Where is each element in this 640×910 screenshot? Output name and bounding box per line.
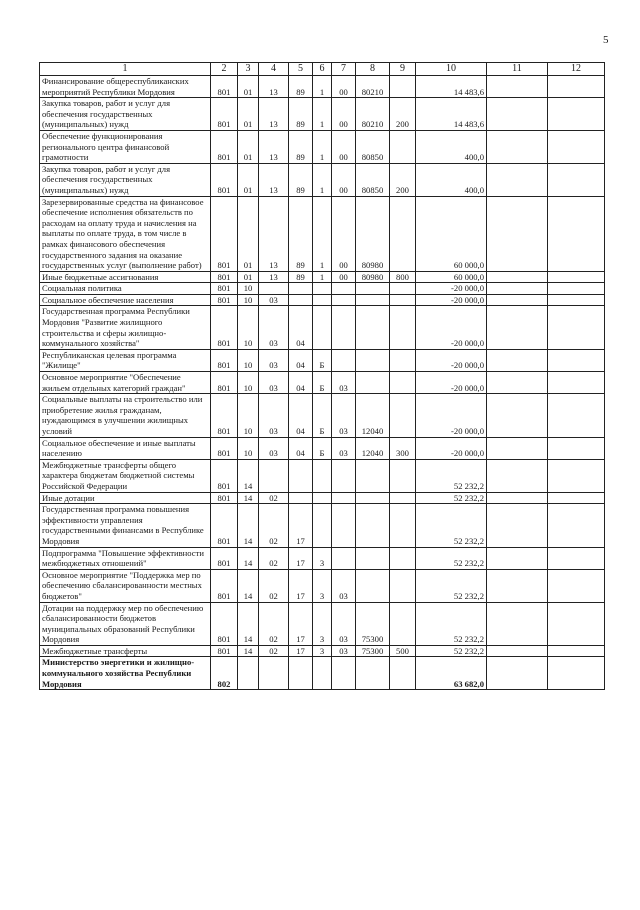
amount: 52 232,2 [416,547,487,569]
expense-type-code [390,394,416,437]
expense-type-code [390,459,416,492]
column-12 [548,130,605,163]
subsection-code: 13 [259,130,289,163]
subprogram-code [313,459,332,492]
admin-code: 801 [211,645,238,657]
subsection-code: 03 [259,349,289,371]
direction-code [356,372,390,394]
direction-code [356,547,390,569]
expense-type-code: 800 [390,271,416,283]
program-code: 17 [289,645,313,657]
admin-code: 801 [211,602,238,645]
column-11 [487,547,548,569]
admin-code: 801 [211,349,238,371]
admin-code: 801 [211,372,238,394]
column-11 [487,98,548,131]
column-header: 9 [390,63,416,76]
direction-code: 12040 [356,394,390,437]
section-code: 10 [238,372,259,394]
measure-code: 03 [332,569,356,602]
measure-code [332,283,356,295]
direction-code [356,459,390,492]
program-code: 89 [289,196,313,271]
program-code: 17 [289,569,313,602]
subsection-code: 02 [259,645,289,657]
measure-code [332,547,356,569]
program-code [289,459,313,492]
amount: 400,0 [416,163,487,196]
amount: 14 483,6 [416,76,487,98]
expense-type-code [390,372,416,394]
column-header: 12 [548,63,605,76]
subprogram-code: 1 [313,76,332,98]
subprogram-code: Б [313,349,332,371]
admin-code: 801 [211,547,238,569]
admin-code: 801 [211,437,238,459]
program-code: 89 [289,76,313,98]
direction-code: 80980 [356,196,390,271]
measure-code [332,349,356,371]
amount: -20 000,0 [416,372,487,394]
row-name: Основное мероприятие "Поддержка мер по обеспечению сбалансированности местных бюджетов" [40,569,211,602]
expense-type-code [390,130,416,163]
table-row [40,349,605,371]
column-header: 3 [238,63,259,76]
column-header: 8 [356,63,390,76]
expense-type-code: 500 [390,645,416,657]
program-code: 04 [289,349,313,371]
subsection-code: 03 [259,306,289,349]
program-code: 17 [289,602,313,645]
amount: 52 232,2 [416,504,487,547]
column-11 [487,130,548,163]
column-11 [487,394,548,437]
section-code: 01 [238,130,259,163]
row-name: Межбюджетные трансферты общего характера бюджетам бюджетной системы Российской Федерации [40,459,211,492]
table-row [40,459,605,492]
admin-code: 801 [211,569,238,602]
column-11 [487,349,548,371]
direction-code [356,349,390,371]
row-name: Социальная политика [40,283,211,295]
program-code [289,657,313,690]
subsection-code: 13 [259,98,289,131]
program-code: 89 [289,163,313,196]
amount: 63 682,0 [416,657,487,690]
column-11 [487,271,548,283]
subsection-code: 13 [259,271,289,283]
subprogram-code [313,504,332,547]
column-11 [487,306,548,349]
table-row [40,130,605,163]
row-name: Иные бюджетные ассигнования [40,271,211,283]
row-name: Государственная программа повышения эффективности управления государственными финансами в Республике Мордовия [40,504,211,547]
row-name: Закупка товаров, работ и услуг для обеспечения государственных (муниципальных) нужд [40,163,211,196]
column-12 [548,196,605,271]
admin-code: 801 [211,283,238,295]
table-row [40,394,605,437]
admin-code: 801 [211,394,238,437]
expense-type-code [390,306,416,349]
admin-code: 801 [211,294,238,306]
column-12 [548,645,605,657]
row-name: Подпрограмма "Повышение эффективности межбюджетных отношений" [40,547,211,569]
table-row [40,492,605,504]
table-row [40,569,605,602]
measure-code: 03 [332,437,356,459]
subsection-code: 03 [259,437,289,459]
section-code [238,657,259,690]
measure-code [332,459,356,492]
table-row [40,547,605,569]
amount: -20 000,0 [416,349,487,371]
program-code: 04 [289,306,313,349]
expense-type-code: 200 [390,163,416,196]
header-row [40,63,605,76]
subprogram-code: Б [313,372,332,394]
column-header: 1 [40,63,211,76]
amount: -20 000,0 [416,437,487,459]
subprogram-code: 1 [313,196,332,271]
subprogram-code: Б [313,394,332,437]
amount: -20 000,0 [416,283,487,295]
section-code: 01 [238,76,259,98]
subprogram-code: 3 [313,547,332,569]
amount: -20 000,0 [416,294,487,306]
subsection-code: 13 [259,196,289,271]
column-11 [487,657,548,690]
table-row [40,271,605,283]
expense-type-code [390,504,416,547]
column-11 [487,294,548,306]
table-row [40,294,605,306]
subsection-code: 13 [259,163,289,196]
amount: 60 000,0 [416,196,487,271]
column-12 [548,372,605,394]
section-code: 14 [238,504,259,547]
row-name: Финансирование общереспубликанских мероприятий Республики Мордовия [40,76,211,98]
amount: 52 232,2 [416,602,487,645]
column-header: 11 [487,63,548,76]
column-11 [487,645,548,657]
column-12 [548,504,605,547]
column-header: 2 [211,63,238,76]
section-code: 14 [238,492,259,504]
program-code: 17 [289,547,313,569]
row-name: Зарезервированные средства на финансовое обеспечение исполнения обязательств по расходам на оплату труда и начисления на выплаты по оплате труда, в том числе в рамках финансового обеспечения государственного задания на оказание государственных услуг (выполнение работ) [40,196,211,271]
section-code: 01 [238,98,259,131]
admin-code: 801 [211,306,238,349]
section-code: 10 [238,294,259,306]
measure-code: 03 [332,372,356,394]
section-code: 14 [238,569,259,602]
measure-code [332,504,356,547]
column-12 [548,394,605,437]
column-12 [548,98,605,131]
admin-code: 801 [211,163,238,196]
program-code: 89 [289,271,313,283]
measure-code [332,492,356,504]
column-12 [548,602,605,645]
program-code: 04 [289,394,313,437]
column-12 [548,306,605,349]
amount: -20 000,0 [416,394,487,437]
amount: 60 000,0 [416,271,487,283]
row-name: Дотации на поддержку мер по обеспечению сбалансированности бюджетов муниципальных образований Республики Мордовия [40,602,211,645]
admin-code: 801 [211,504,238,547]
measure-code: 00 [332,98,356,131]
column-12 [548,657,605,690]
amount: 52 232,2 [416,569,487,602]
amount: 52 232,2 [416,645,487,657]
direction-code: 80850 [356,163,390,196]
column-11 [487,283,548,295]
column-11 [487,372,548,394]
subprogram-code [313,492,332,504]
table-row [40,437,605,459]
section-code: 14 [238,547,259,569]
table-row [40,657,605,690]
column-12 [548,492,605,504]
subsection-code: 02 [259,569,289,602]
section-code: 10 [238,283,259,295]
column-12 [548,76,605,98]
measure-code [332,657,356,690]
subprogram-code: 1 [313,163,332,196]
subsection-code [259,657,289,690]
column-11 [487,459,548,492]
amount: 52 232,2 [416,492,487,504]
row-name: Обеспечение функционирования регионального центра финансовой грамотности [40,130,211,163]
column-11 [487,569,548,602]
column-11 [487,76,548,98]
expense-type-code [390,294,416,306]
direction-code [356,492,390,504]
admin-code: 801 [211,98,238,131]
subprogram-code [313,657,332,690]
row-name: Основное мероприятие "Обеспечение жильем отдельных категорий граждан" [40,372,211,394]
program-code: 89 [289,130,313,163]
row-name: Иные дотации [40,492,211,504]
subsection-code [259,283,289,295]
column-12 [548,547,605,569]
program-code: 04 [289,372,313,394]
column-12 [548,437,605,459]
column-11 [487,163,548,196]
table-row [40,283,605,295]
measure-code [332,294,356,306]
subprogram-code: 3 [313,569,332,602]
program-code: 89 [289,98,313,131]
column-12 [548,569,605,602]
page-number: 5 [603,34,609,46]
admin-code: 801 [211,196,238,271]
section-code: 10 [238,349,259,371]
subprogram-code: 3 [313,602,332,645]
program-code: 04 [289,437,313,459]
row-name: Закупка товаров, работ и услуг для обеспечения государственных (муниципальных) нужд [40,98,211,131]
section-code: 01 [238,271,259,283]
section-code: 14 [238,459,259,492]
column-12 [548,163,605,196]
expense-type-code [390,547,416,569]
admin-code: 802 [211,657,238,690]
table-row [40,602,605,645]
column-11 [487,437,548,459]
column-12 [548,294,605,306]
amount: 400,0 [416,130,487,163]
amount: 14 483,6 [416,98,487,131]
direction-code [356,283,390,295]
direction-code [356,294,390,306]
section-code: 10 [238,437,259,459]
expense-type-code [390,196,416,271]
direction-code: 12040 [356,437,390,459]
subsection-code: 03 [259,294,289,306]
expense-type-code [390,657,416,690]
row-name: Республиканская целевая программа "Жилище" [40,349,211,371]
expense-type-code [390,492,416,504]
section-code: 10 [238,306,259,349]
expense-type-code [390,569,416,602]
direction-code: 80210 [356,76,390,98]
measure-code: 00 [332,163,356,196]
row-name: Социальное обеспечение и иные выплаты населению [40,437,211,459]
table-row [40,163,605,196]
subsection-code: 03 [259,372,289,394]
subsection-code [259,459,289,492]
section-code: 10 [238,394,259,437]
direction-code [356,569,390,602]
direction-code: 80980 [356,271,390,283]
direction-code: 80210 [356,98,390,131]
direction-code: 75300 [356,645,390,657]
table-row [40,306,605,349]
expense-type-code [390,283,416,295]
subsection-code: 02 [259,492,289,504]
amount: 52 232,2 [416,459,487,492]
subprogram-code: 1 [313,98,332,131]
table-row [40,196,605,271]
column-header: 6 [313,63,332,76]
program-code [289,294,313,306]
measure-code: 00 [332,196,356,271]
column-header: 4 [259,63,289,76]
program-code [289,283,313,295]
column-header: 5 [289,63,313,76]
expense-type-code: 300 [390,437,416,459]
row-name: Социальное обеспечение населения [40,294,211,306]
table-row [40,76,605,98]
column-12 [548,283,605,295]
measure-code: 03 [332,602,356,645]
measure-code: 03 [332,645,356,657]
direction-code: 75300 [356,602,390,645]
expense-type-code [390,349,416,371]
direction-code [356,306,390,349]
table-row [40,504,605,547]
table-row [40,645,605,657]
subprogram-code: 1 [313,130,332,163]
column-11 [487,504,548,547]
section-code: 01 [238,163,259,196]
column-11 [487,492,548,504]
subprogram-code: 3 [313,645,332,657]
admin-code: 801 [211,271,238,283]
row-name: Межбюджетные трансферты [40,645,211,657]
expense-type-code [390,602,416,645]
column-header: 7 [332,63,356,76]
subprogram-code: 1 [313,271,332,283]
row-name: Министерство энергетики и жилищно-коммунального хозяйства Республики Мордовия [40,657,211,690]
amount: -20 000,0 [416,306,487,349]
subprogram-code: Б [313,437,332,459]
subsection-code: 02 [259,504,289,547]
subprogram-code [313,283,332,295]
expense-type-code [390,76,416,98]
subsection-code: 02 [259,602,289,645]
column-header: 10 [416,63,487,76]
column-11 [487,196,548,271]
subsection-code: 13 [259,76,289,98]
section-code: 14 [238,645,259,657]
column-12 [548,459,605,492]
measure-code: 00 [332,271,356,283]
program-code: 17 [289,504,313,547]
measure-code [332,306,356,349]
direction-code: 80850 [356,130,390,163]
column-12 [548,271,605,283]
column-12 [548,349,605,371]
column-11 [487,602,548,645]
row-name: Государственная программа Республики Мордовия "Развитие жилищного строительства и сферы жилищно-коммунального хозяйства" [40,306,211,349]
direction-code [356,504,390,547]
section-code: 01 [238,196,259,271]
expense-type-code: 200 [390,98,416,131]
section-code: 14 [238,602,259,645]
measure-code: 00 [332,130,356,163]
admin-code: 801 [211,130,238,163]
subprogram-code [313,294,332,306]
table-row [40,98,605,131]
admin-code: 801 [211,459,238,492]
table-row [40,372,605,394]
direction-code [356,657,390,690]
budget-table [39,62,605,690]
admin-code: 801 [211,76,238,98]
admin-code: 801 [211,492,238,504]
measure-code: 03 [332,394,356,437]
measure-code: 00 [332,76,356,98]
table-body [40,76,605,690]
row-name: Социальные выплаты на строительство или приобретение жилья гражданам, нуждающимся в улучшении жилищных условий [40,394,211,437]
subsection-code: 02 [259,547,289,569]
program-code [289,492,313,504]
subsection-code: 03 [259,394,289,437]
subprogram-code [313,306,332,349]
